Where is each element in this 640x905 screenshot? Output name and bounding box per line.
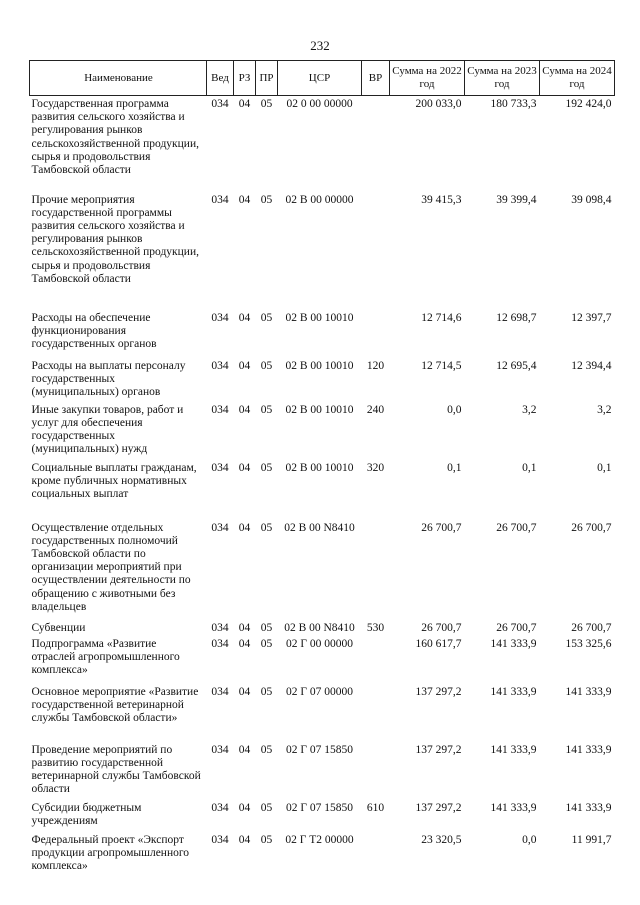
row-sum-2023: 12 695,4 [496, 359, 537, 372]
row-name: Социальные выплаты гражданам, кроме публичных нормативных социальных выплат [31, 461, 197, 500]
header-csr: ЦСР [278, 61, 362, 96]
row-csr: 02 Г 07 00000 [285, 685, 354, 698]
row-vr: 120 [366, 359, 385, 372]
row-vr: 240 [366, 403, 385, 416]
row-sum-2024: 153 325,6 [565, 637, 612, 650]
header-vr: ВР [362, 61, 390, 96]
row-sum-2022: 160 617,7 [415, 637, 462, 650]
row-sum-2022: 137 297,2 [415, 801, 462, 814]
header-sum-2023: Сумма на 2023 год [465, 61, 540, 96]
table-row [30, 742, 615, 800]
header-ved: Вед [207, 61, 234, 96]
row-pr: 05 [260, 521, 273, 534]
row-sum-2024: 12 394,4 [571, 359, 612, 372]
row-sum-2024: 141 333,9 [565, 685, 612, 698]
header-rz: РЗ [234, 61, 256, 96]
row-pr: 05 [260, 403, 273, 416]
row-rz: 04 [238, 685, 251, 698]
row-sum-2023: 26 700,7 [496, 621, 537, 634]
row-sum-2022: 39 415,3 [421, 193, 462, 206]
row-name: Прочие мероприятия государственной программы развития сельского хозяйства и регулирования рынков сельскохозяйственной продукции, сырья и продовольствия Тамбовской области [31, 193, 199, 285]
row-ved: 034 [211, 521, 229, 534]
row-name: Федеральный проект «Экспорт продукции агропромышленного комплекса» [31, 833, 190, 872]
row-sum-2023: 141 333,9 [490, 743, 537, 756]
row-vr [362, 832, 390, 876]
row-name: Подпрограмма «Развитие отраслей агропромышленного комплекса» [31, 637, 180, 676]
row-vr: 610 [366, 801, 385, 814]
row-vr [362, 96, 390, 192]
row-csr: 02 Г 07 15850 [285, 801, 354, 814]
table-row [30, 460, 615, 520]
row-rz: 04 [238, 193, 251, 206]
row-vr [362, 636, 390, 684]
row-csr: 02 В 00 N8410 [284, 521, 355, 534]
row-sum-2023: 141 333,9 [490, 685, 537, 698]
row-name: Основное мероприятие «Развитие государственной ветеринарной службы Тамбовской области» [31, 685, 199, 724]
row-ved: 034 [211, 311, 229, 324]
row-sum-2022: 137 297,2 [415, 743, 462, 756]
row-name: Расходы на обеспечение функционирования государственных органов [31, 311, 157, 350]
row-sum-2023: 141 333,9 [490, 637, 537, 650]
row-sum-2024: 141 333,9 [565, 743, 612, 756]
row-vr [362, 684, 390, 742]
row-sum-2023: 0,0 [522, 833, 537, 846]
row-sum-2023: 180 733,3 [490, 98, 537, 110]
row-sum-2024: 0,1 [597, 461, 612, 474]
row-sum-2022: 26 700,7 [421, 621, 462, 634]
row-pr: 05 [260, 359, 273, 372]
row-rz: 04 [238, 403, 251, 416]
row-rz: 04 [238, 521, 251, 534]
header-pr: ПР [256, 61, 278, 96]
budget-table [29, 60, 615, 876]
row-rz: 04 [238, 621, 251, 634]
row-ved: 034 [211, 685, 229, 698]
table-row [30, 636, 615, 684]
row-ved: 034 [211, 193, 229, 206]
table-row [30, 358, 615, 402]
row-sum-2024: 192 424,0 [565, 98, 612, 110]
row-pr: 05 [260, 461, 273, 474]
row-name: Государственная программа развития сельского хозяйства и регулирования рынков сельскохозяйственной продукции, сырья и продовольствия Тамбовской области [31, 98, 199, 177]
table-row [30, 800, 615, 832]
row-rz: 04 [238, 833, 251, 846]
row-pr: 05 [260, 685, 273, 698]
header-sum-2024: Сумма на 2024 год [540, 61, 615, 96]
table-row [30, 402, 615, 460]
row-vr [362, 520, 390, 620]
row-vr: 530 [366, 621, 385, 634]
row-name: Осуществление отдельных государственных полномочий Тамбовской области по организации мероприятий при осуществлении деятельности по обращению с животными без владельцев [31, 521, 191, 613]
row-sum-2023: 0,1 [522, 461, 537, 474]
table-row [30, 192, 615, 310]
row-name: Расходы на выплаты персоналу государственных (муниципальных) органов [31, 359, 186, 398]
row-ved: 034 [211, 801, 229, 814]
row-sum-2023: 26 700,7 [496, 521, 537, 534]
row-pr: 05 [260, 98, 273, 110]
row-ved: 034 [211, 359, 229, 372]
row-csr: 02 В 00 10010 [285, 403, 354, 416]
row-ved: 034 [211, 637, 229, 650]
row-ved: 034 [211, 403, 229, 416]
row-ved: 034 [211, 743, 229, 756]
row-sum-2022: 23 320,5 [421, 833, 462, 846]
row-ved: 034 [211, 461, 229, 474]
table-row [30, 310, 615, 358]
row-vr: 320 [366, 461, 385, 474]
row-sum-2024: 26 700,7 [571, 621, 612, 634]
row-pr: 05 [260, 743, 273, 756]
row-sum-2023: 39 399,4 [496, 193, 537, 206]
row-sum-2024: 39 098,4 [571, 193, 612, 206]
row-rz: 04 [238, 359, 251, 372]
row-csr: 02 В 00 00000 [285, 193, 354, 206]
row-rz: 04 [238, 637, 251, 650]
row-ved: 034 [211, 98, 229, 110]
table-row [30, 520, 615, 620]
row-csr: 02 0 00 00000 [286, 98, 353, 110]
row-sum-2022: 200 033,0 [415, 98, 462, 110]
row-sum-2022: 0,0 [447, 403, 462, 416]
row-csr: 02 Г 00 00000 [285, 637, 354, 650]
row-vr [362, 742, 390, 800]
row-rz: 04 [238, 461, 251, 474]
row-pr: 05 [260, 193, 273, 206]
table-row [30, 684, 615, 742]
row-vr [362, 192, 390, 310]
row-name: Иные закупки товаров, работ и услуг для обеспечения государственных (муниципальных) нужд [31, 403, 184, 456]
header-sum-2022: Сумма на 2022 год [390, 61, 465, 96]
row-csr: 02 В 00 N8410 [284, 621, 355, 634]
table-row [30, 96, 615, 192]
row-sum-2022: 26 700,7 [421, 521, 462, 534]
row-csr: 02 В 00 10010 [285, 461, 354, 474]
row-csr: 02 В 00 10010 [285, 311, 354, 324]
row-pr: 05 [260, 833, 273, 846]
row-ved: 034 [211, 833, 229, 846]
row-sum-2022: 137 297,2 [415, 685, 462, 698]
row-csr: 02 В 00 10010 [285, 359, 354, 372]
row-rz: 04 [238, 743, 251, 756]
row-vr [362, 310, 390, 358]
row-sum-2023: 12 698,7 [496, 311, 537, 324]
row-rz: 04 [238, 801, 251, 814]
row-pr: 05 [260, 621, 273, 634]
header-name: Наименование [30, 61, 207, 96]
row-sum-2024: 3,2 [597, 403, 612, 416]
row-pr: 05 [260, 311, 273, 324]
row-sum-2022: 0,1 [447, 461, 462, 474]
row-rz: 04 [238, 311, 251, 324]
table-header [30, 61, 615, 96]
row-sum-2024: 141 333,9 [565, 801, 612, 814]
row-sum-2022: 12 714,5 [421, 359, 462, 372]
row-csr: 02 Г 07 15850 [285, 743, 354, 756]
row-rz: 04 [238, 98, 251, 110]
row-sum-2024: 12 397,7 [571, 311, 612, 324]
page-number: 232 [310, 38, 330, 53]
row-sum-2024: 26 700,7 [571, 521, 612, 534]
row-ved: 034 [211, 621, 229, 634]
row-name: Проведение мероприятий по развитию государственной ветеринарной службы Тамбовской области [31, 743, 201, 796]
row-sum-2024: 11 991,7 [571, 833, 612, 846]
table-row [30, 620, 615, 636]
table-row [30, 832, 615, 876]
row-pr: 05 [260, 801, 273, 814]
row-name: Субсидии бюджетным учреждениям [31, 801, 142, 827]
table-body [30, 96, 615, 876]
row-sum-2023: 3,2 [522, 403, 537, 416]
row-csr: 02 Г Т2 00000 [285, 833, 354, 846]
row-pr: 05 [260, 637, 273, 650]
row-name: Субвенции [31, 621, 86, 634]
row-sum-2022: 12 714,6 [421, 311, 462, 324]
row-sum-2023: 141 333,9 [490, 801, 537, 814]
